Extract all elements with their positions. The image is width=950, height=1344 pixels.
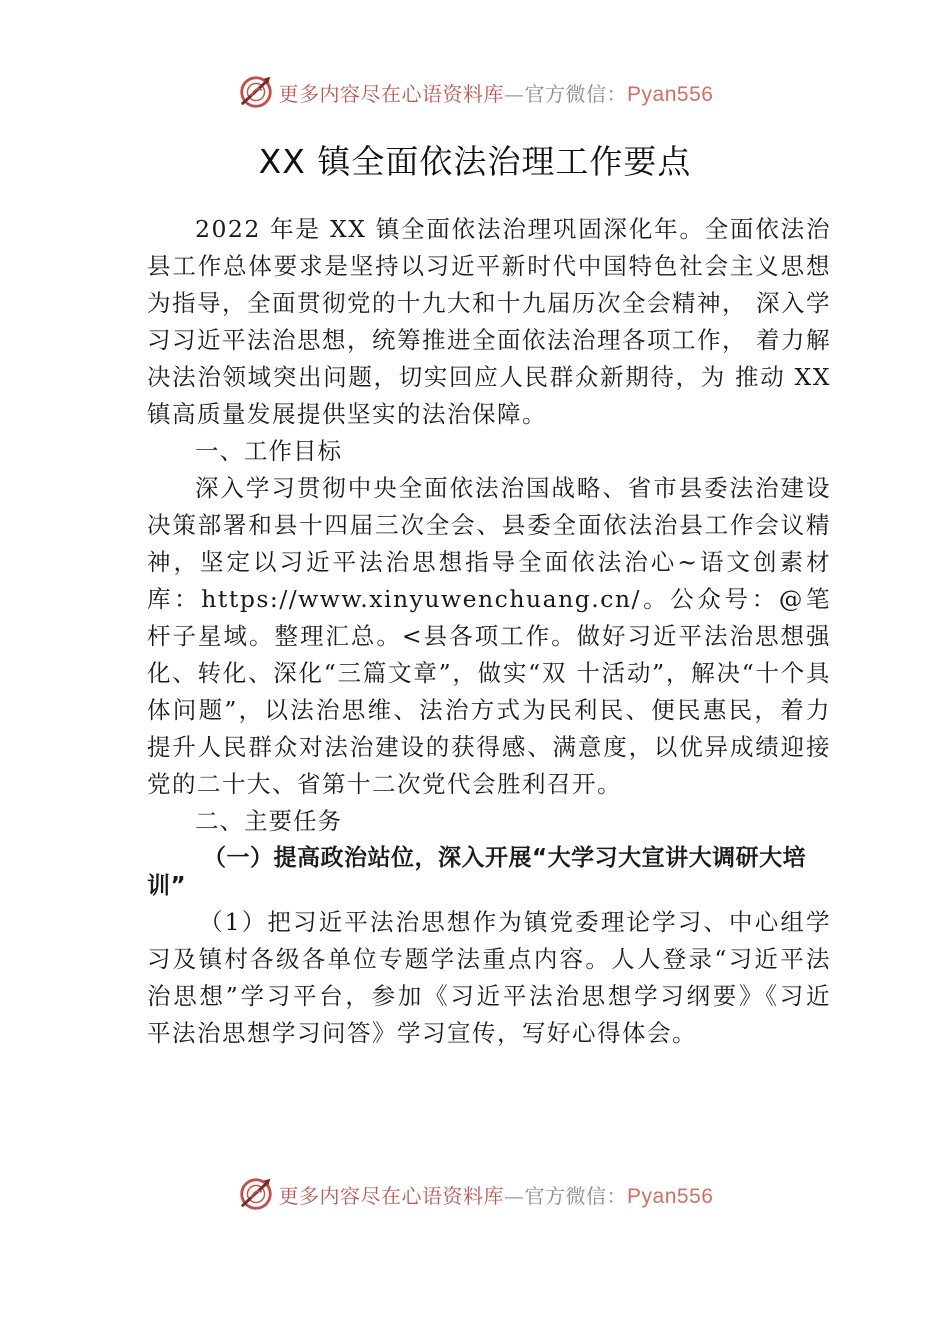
- subsection-1-heading: （一）提高政治站位，深入开展“大学习大宣讲大调研大培训”: [147, 845, 807, 899]
- section-1-paragraph: 深入学习贯彻中央全面依法治国战略、省市县委法治建设决策部署和县十四届三次全会、县委全面依法治县工作会议精神，坚定以习近平法治思想指导全面依法治心~语文创素材库：https://www.xinyuwenchuang.cn/。公众号：@笔杆子星域。整理汇总。<县各项工作。做好习近平法治思想强化、转化、深化“三篇文章”，做实“双 十活动”，解决“十个具体问题”，以法治思维、法治方式为民利民、便民惠民，着力提升人民群众对法治建设的获得感、满意度，以优异成绩迎接党的二十大、省第十二次党代会胜利召开。: [147, 474, 831, 798]
- banner-wechat-label: 官方微信：: [524, 1183, 628, 1208]
- banner-wechat-label: 官方微信：: [524, 81, 628, 106]
- document-body: [147, 211, 831, 1052]
- item-1-paragraph: （1）把习近平法治思想作为镇党委理论学习、中心组学习及镇村各级各单位专题学法重点内容。人人登录“习近平法 治思想”学习平台，参加《习近平法治思想学习纲要》《习近 平法治思想学习问答》学习宣传，写好心得体会。: [147, 908, 831, 1047]
- banner-separator: —: [504, 1183, 525, 1208]
- document-title: XX 镇全面依法治理工作要点: [258, 142, 692, 181]
- footer-banner: [0, 1172, 950, 1216]
- intro-paragraph: 2022 年是 XX 镇全面依法治理巩固深化年。全面依法治县工作总体要求是坚持以习近平新时代中国特色社会主义思想为指导，全面贯彻党的十九大和十九届历次全会精神， 深入学习习近平法治思想，统筹推进全面依法治理各项工作， 着力解决法治领域突出问题，切实回应人民群众新期待，为 推动 XX 镇高质量发展提供坚实的法治保障。: [147, 215, 831, 428]
- section-2-heading: 二、主要任务: [195, 807, 342, 835]
- section-1-heading: 一、工作目标: [195, 437, 342, 465]
- header-banner: [0, 70, 950, 114]
- seal-logo-icon: [237, 1175, 275, 1213]
- seal-logo-icon: [237, 73, 275, 111]
- banner-site-name: 更多内容尽在心语资料库: [278, 81, 505, 106]
- banner-wechat-id: Pyan556: [627, 1184, 714, 1208]
- banner-site-name: 更多内容尽在心语资料库: [278, 1183, 505, 1208]
- banner-separator: —: [504, 81, 525, 106]
- banner-wechat-id: Pyan556: [627, 82, 714, 106]
